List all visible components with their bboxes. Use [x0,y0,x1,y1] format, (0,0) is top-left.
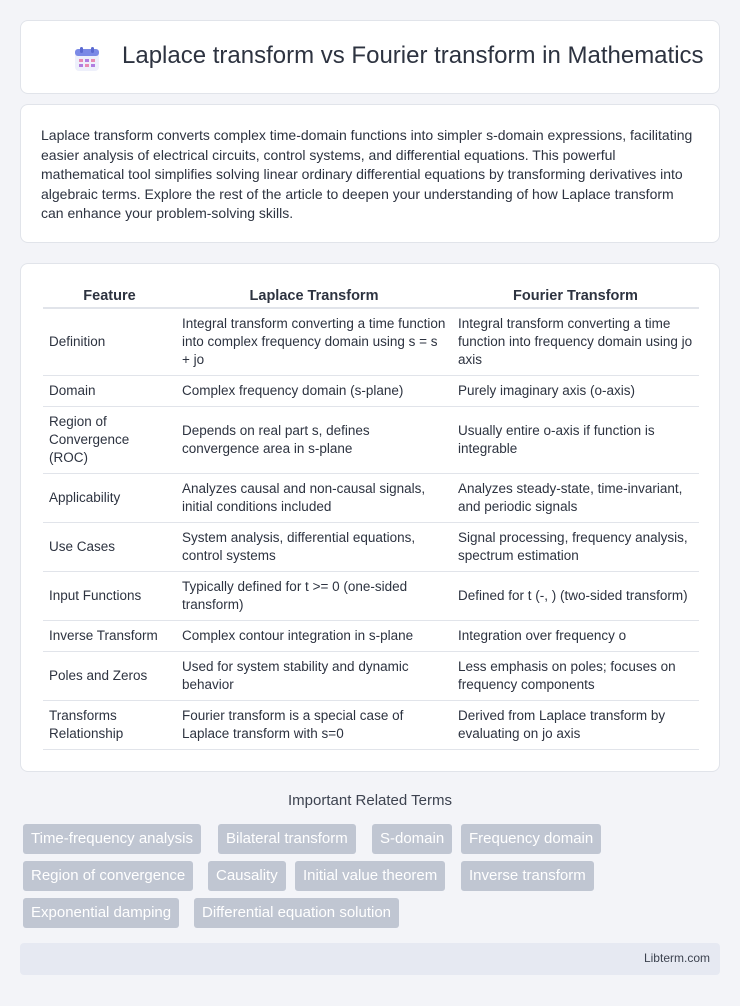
table-row [43,474,699,523]
fourier-cell: Purely imaginary axis (o-axis) [452,376,699,407]
calendar-grid-icon [73,45,101,73]
table-row [43,701,699,750]
fourier-cell: Analyzes steady-state, time-invariant, and periodic signals [452,474,699,523]
feature-cell: Definition [43,309,176,376]
fourier-cell: Less emphasis on poles; focuses on frequency components [452,652,699,701]
table-header-row [43,284,699,309]
laplace-cell: Fourier transform is a special case of Laplace transform with s=0 [176,701,452,750]
laplace-cell: Typically defined for t >= 0 (one-sided transform) [176,572,452,621]
header-fourier: Fourier Transform [452,284,699,309]
laplace-cell: System analysis, differential equations, control systems [176,523,452,572]
comparison-table [43,284,699,750]
intro-card [20,104,720,243]
tag-time-frequency-analysis[interactable]: Time-frequency analysis [23,824,201,854]
tag-inverse-transform[interactable]: Inverse transform [461,861,594,891]
table-row [43,572,699,621]
tag-s-domain[interactable]: S-domain [372,824,452,854]
laplace-cell: Depends on real part s, defines convergence area in s-plane [176,407,452,474]
footer-site-link[interactable]: Libterm.com [643,951,710,965]
tag-differential-equation-solution[interactable]: Differential equation solution [194,898,399,928]
tag-bilateral-transform[interactable]: Bilateral transform [218,824,356,854]
laplace-cell: Integral transform converting a time function into complex frequency domain using s = s + jo [176,309,452,376]
intro-text: Laplace transform converts complex time-domain functions into simpler s-domain expressions, facilitating easier analysis of electrical circuits, control systems, and differential equations. This powerful mathematical tool simplifies solving linear ordinary differential equations by transforming derivatives into algebraic terms. Explore the rest of the article to deepen your understanding of how Laplace transform can enhance your problem-solving skills. [41,127,693,222]
table-row [43,523,699,572]
tag-region-of-convergence[interactable]: Region of convergence [23,861,193,891]
feature-cell: Input Functions [43,572,176,621]
feature-cell: Region of Convergence (ROC) [43,407,176,474]
fourier-cell: Usually entire o-axis if function is integrable [452,407,699,474]
laplace-cell: Used for system stability and dynamic behavior [176,652,452,701]
table-row [43,407,699,474]
comparison-card [20,263,720,772]
feature-cell: Poles and Zeros [43,652,176,701]
page-title: Laplace transform vs Fourier transform in Mathematics [122,42,704,69]
feature-cell: Applicability [43,474,176,523]
table-row [43,309,699,376]
header-laplace: Laplace Transform [176,284,452,309]
tag-exponential-damping[interactable]: Exponential damping [23,898,179,928]
table-row [43,652,699,701]
feature-cell: Domain [43,376,176,407]
laplace-cell: Analyzes causal and non-causal signals, initial conditions included [176,474,452,523]
header-feature: Feature [43,284,176,309]
fourier-cell: Derived from Laplace transform by evaluating on jo axis [452,701,699,750]
feature-cell: Use Cases [43,523,176,572]
table-row [43,376,699,407]
tag-causality[interactable]: Causality [208,861,286,891]
laplace-cell: Complex contour integration in s-plane [176,621,452,652]
laplace-cell: Complex frequency domain (s-plane) [176,376,452,407]
related-terms-title: Important Related Terms [288,792,452,809]
tag-initial-value-theorem[interactable]: Initial value theorem [295,861,445,891]
fourier-cell: Defined for t (-, ) (two-sided transform) [452,572,699,621]
table-row [43,621,699,652]
tag-frequency-domain[interactable]: Frequency domain [461,824,601,854]
fourier-cell: Integration over frequency o [452,621,699,652]
feature-cell: Transforms Relationship [43,701,176,750]
feature-cell: Inverse Transform [43,621,176,652]
header-card [20,20,720,94]
footer [20,943,720,975]
fourier-cell: Integral transform converting a time function into frequency domain using jo axis [452,309,699,376]
fourier-cell: Signal processing, frequency analysis, spectrum estimation [452,523,699,572]
